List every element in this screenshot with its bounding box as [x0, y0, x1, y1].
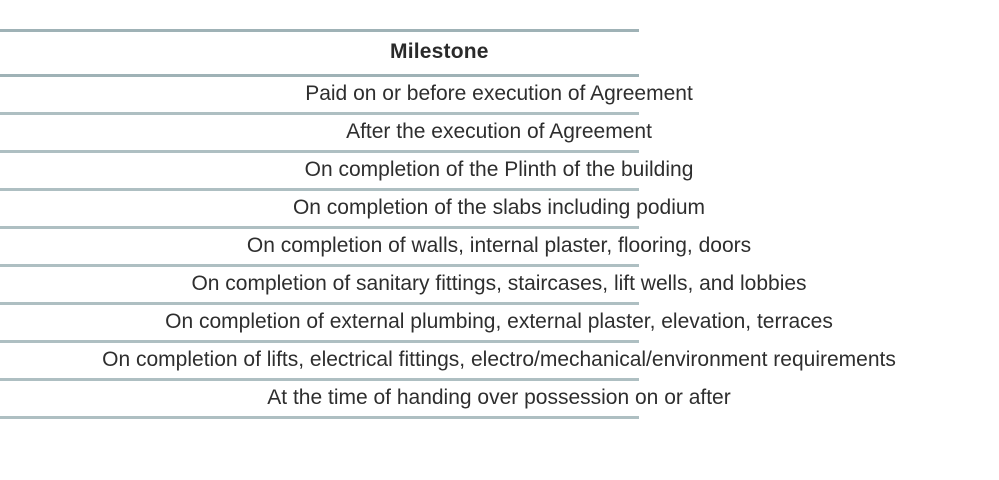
table-row [0, 153, 694, 191]
milestone-cell: On completion of sanitary fittings, staircases, lift wells, and lobbies [191, 272, 807, 295]
table-row [0, 381, 731, 419]
milestone-cell: On completion of walls, internal plaster, flooring, doors [246, 234, 752, 257]
table-row [0, 115, 652, 153]
milestone-cell: On completion of external plumbing, external plaster, elevation, terraces [165, 310, 833, 333]
table-header-row [0, 32, 639, 74]
milestone-cell: After the execution of Agreement [346, 120, 652, 143]
milestone-cell: At the time of handing over possession on or after [267, 386, 731, 409]
milestone-cell: Paid on or before execution of Agreement [305, 82, 693, 105]
milestone-cell: On completion of the Plinth of the building [304, 158, 694, 181]
table-body [0, 77, 896, 419]
table-row [0, 343, 896, 381]
column-header-milestone: Milestone [390, 40, 489, 63]
table-row [0, 305, 833, 343]
milestone-cell: On completion of lifts, electrical fittings, electro/mechanical/environment requirements [102, 348, 896, 371]
table-row [0, 77, 693, 115]
table-row [0, 267, 807, 305]
milestone-cell: On completion of the slabs including podium [292, 196, 706, 219]
table-row [0, 229, 752, 267]
table-row [0, 191, 706, 229]
